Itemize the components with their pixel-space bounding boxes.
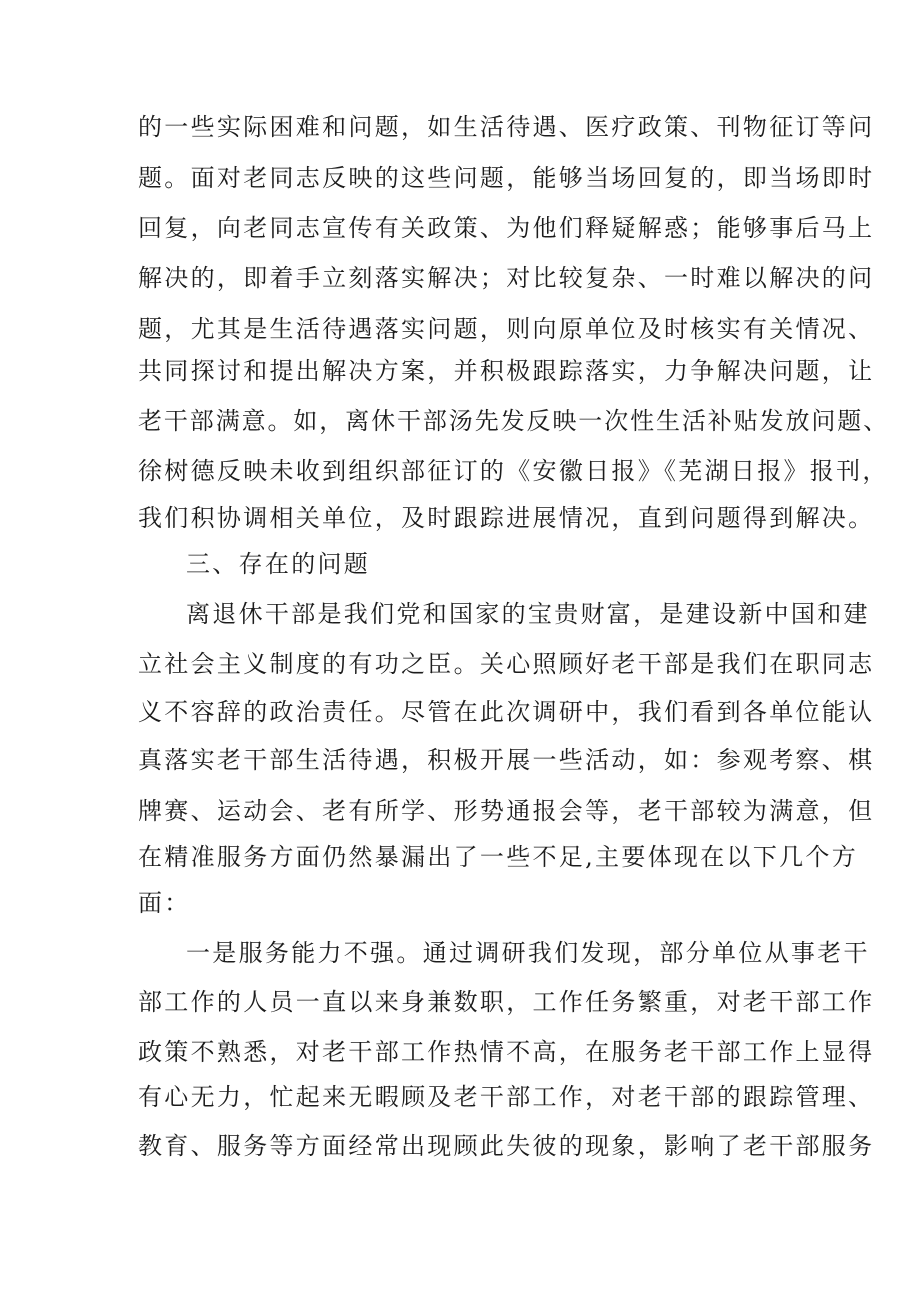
- text-line: 有心无力，忙起来无暇顾及老干部工作，对老干部的跟踪管理、: [138, 1083, 875, 1111]
- text-line: 一是服务能力不强。通过调研我们发现，部分单位从事老干: [186, 939, 870, 967]
- text-line: 题，尤其是生活待遇落实问题，则向原单位及时核实有关情况、: [138, 315, 875, 343]
- text-line: 面：: [138, 889, 191, 917]
- text-line: 题。面对老同志反映的这些问题，能够当场回复的，即当场即时: [138, 164, 875, 192]
- text-line: 义不容辞的政治责任。尽管在此次调研中，我们看到各单位能认: [138, 698, 875, 726]
- text-line: 部工作的人员一直以来身兼数职，工作任务繁重，对老干部工作: [138, 988, 875, 1016]
- text-line: 解决的，即着手立刻落实解决；对比较复杂、一时难以解决的问: [138, 264, 875, 292]
- text-line: 政策不熟悉，对老干部工作热情不高，在服务老干部工作上显得: [138, 1038, 875, 1066]
- text-line: 离退休干部是我们党和国家的宝贵财富，是建设新中国和建: [186, 600, 870, 628]
- text-line: 教育、服务等方面经常出现顾此失彼的现象，影响了老干部服务: [138, 1132, 875, 1160]
- text-line: 老干部满意。如，离休干部汤先发反映一次性生活补贴发放问题、: [138, 407, 890, 435]
- text-line: 共同探讨和提出解决方案，并积极跟踪落实，力争解决问题，让: [138, 357, 875, 385]
- text-line: 牌赛、运动会、老有所学、形势通报会等，老干部较为满意，但: [138, 797, 875, 825]
- text-line: 徐树德反映未收到组织部征订的《安徽日报》《芜湖日报》报刊，: [138, 457, 889, 485]
- text-line: 我们积协调相关单位，及时跟踪进展情况，直到问题得到解决。: [138, 504, 875, 532]
- text-line: 真落实老干部生活待遇，积极开展一些活动，如：参观考察、棋: [138, 746, 875, 774]
- text-line: 在精准服务方面仍然暴漏出了一些不足,主要体现在以下几个方: [138, 843, 859, 871]
- text-line: 回复，向老同志宣传有关政策、为他们释疑解惑；能够事后马上: [138, 214, 875, 242]
- section-heading: 三、存在的问题: [186, 550, 371, 578]
- text-line: 立社会主义制度的有功之臣。关心照顾好老干部是我们在职同志: [138, 650, 875, 678]
- text-line: 的一些实际困难和问题，如生活待遇、医疗政策、刊物征订等问: [138, 113, 875, 141]
